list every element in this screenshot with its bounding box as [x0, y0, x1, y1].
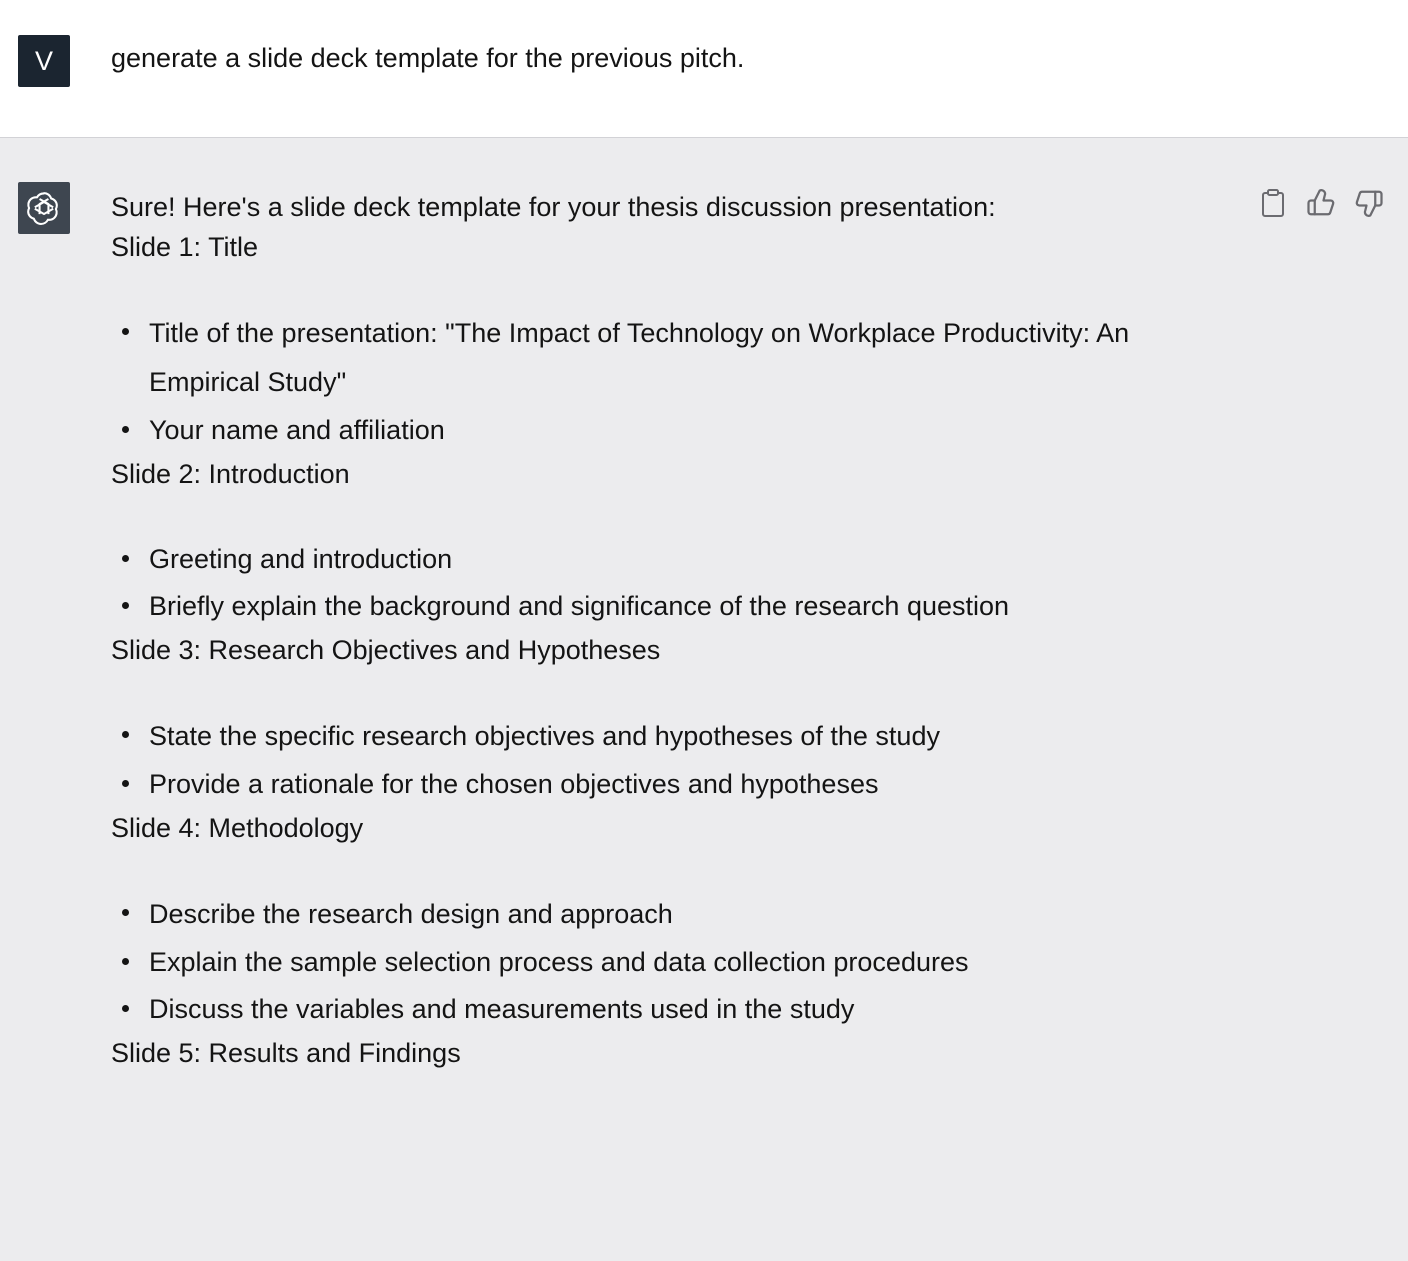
- assistant-avatar: [18, 182, 70, 234]
- user-avatar: [18, 35, 70, 87]
- list-item: [111, 712, 1201, 761]
- bullet-dot: [122, 731, 129, 738]
- list-item-text: State the specific research objectives and hypotheses of the study: [149, 721, 940, 751]
- bullet-dot: [122, 958, 129, 965]
- assistant-message-row: [0, 138, 1408, 1261]
- bullet-dot: [122, 780, 129, 787]
- slide-3-heading: Slide 3: Research Objectives and Hypotheses: [111, 635, 661, 665]
- list-item: [111, 761, 1201, 808]
- slide-2-bullets: [111, 536, 1201, 630]
- bullet-dot: [122, 328, 129, 335]
- thumbs-down-icon: [1354, 188, 1384, 218]
- thumbs-up-button[interactable]: [1304, 186, 1338, 220]
- copy-button[interactable]: [1256, 186, 1290, 220]
- assistant-message-content: [111, 187, 1201, 1073]
- thumbs-up-icon: [1306, 188, 1336, 218]
- list-item-text: Explain the sample selection process and data collection procedures: [149, 947, 969, 977]
- bullet-dot: [122, 555, 129, 562]
- list-item-text: Greeting and introduction: [149, 544, 453, 574]
- user-avatar-letter: V: [34, 45, 53, 76]
- bullet-dot: [122, 909, 129, 916]
- list-item: [111, 536, 1201, 583]
- openai-logo-icon: [25, 189, 63, 227]
- thumbs-down-button[interactable]: [1352, 186, 1386, 220]
- list-item: [111, 939, 1201, 986]
- list-item-text: Your name and affiliation: [149, 415, 445, 445]
- list-item-text: Discuss the variables and measurements used in the study: [149, 994, 855, 1024]
- list-item: [111, 309, 1201, 407]
- list-item: [111, 407, 1201, 454]
- message-actions: [1256, 186, 1386, 220]
- assistant-intro: Sure! Here's a slide deck template for your thesis discussion presentation:: [111, 192, 996, 222]
- bullet-dot: [122, 602, 129, 609]
- slide-1-bullets: [111, 309, 1201, 454]
- list-item-text: Describe the research design and approach: [149, 899, 673, 929]
- list-item: [111, 890, 1201, 939]
- user-message-text: generate a slide deck template for the previous pitch.: [111, 43, 745, 73]
- list-item: [111, 583, 1201, 630]
- slide-4-bullets: [111, 890, 1201, 1033]
- list-item-text: Briefly explain the background and significance of the research question: [149, 591, 1010, 621]
- list-item: [111, 986, 1201, 1033]
- bullet-dot: [122, 426, 129, 433]
- list-item-text: Title of the presentation: "The Impact of Technology on Workplace Productivity: An Empirical Study": [149, 318, 1130, 397]
- slide-4-heading: Slide 4: Methodology: [111, 813, 364, 843]
- slide-1-heading: Slide 1: Title: [111, 232, 259, 262]
- bullet-dot: [122, 1005, 129, 1012]
- slide-5-heading: Slide 5: Results and Findings: [111, 1038, 461, 1068]
- user-message-row: [0, 0, 1408, 138]
- slide-2-heading: Slide 2: Introduction: [111, 459, 350, 489]
- list-item-text: Provide a rationale for the chosen objectives and hypotheses: [149, 769, 879, 799]
- clipboard-icon: [1260, 188, 1286, 218]
- slide-3-bullets: [111, 712, 1201, 808]
